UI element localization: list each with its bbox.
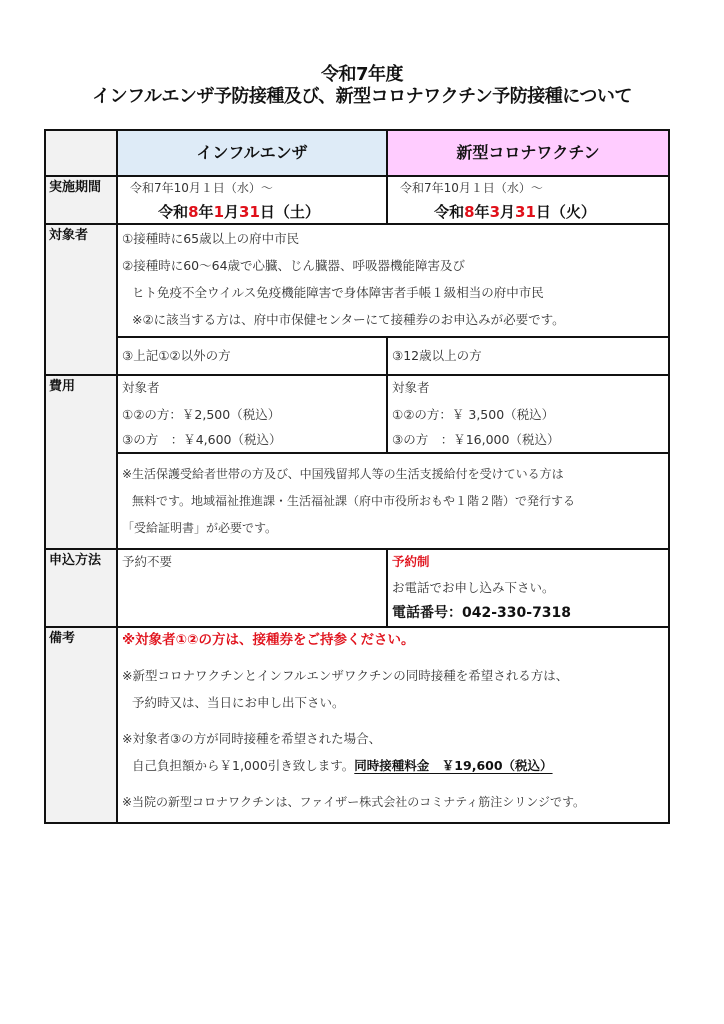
discount-text: 自己負担額から￥1,000引き致します。 [132, 758, 355, 773]
year-suffix: 年 [198, 203, 214, 221]
cost-line-1-2: ①②の方：￥ 3,500（税込） [392, 407, 555, 422]
cost-line-1-2: ①②の方：￥2,500（税込） [122, 407, 281, 422]
remarks-discount-line-2 [118, 751, 668, 778]
target-note: ※②に該当する方は、府中市保健センターにて接種券のお申込みが必要です。 [132, 312, 565, 327]
remarks-concurrent-line-1: ※新型コロナワクチンとインフルエンザワクチンの同時接種を希望される方は、 [122, 668, 569, 683]
target-line-3: ヒト免疫不全ウイルス免疫機能障害で身体障害者手帳１級相当の府中市民 [132, 285, 544, 300]
year-number: 8 [464, 203, 475, 221]
period-covid [387, 176, 669, 224]
day-suffix: 日（火） [535, 203, 596, 221]
cost-heading: 対象者 [392, 380, 430, 395]
header-influenza: インフルエンザ [117, 130, 387, 176]
row-target [45, 224, 669, 337]
cost-note-line-2: 無料です。地域福祉推進課・生活福祉課（府中市役所おもや１階２階）で発行する [132, 494, 576, 508]
month-suffix: 月 [500, 203, 516, 221]
target-influenza-other [117, 337, 387, 375]
target-shared [117, 224, 669, 337]
label-period: 実施期間 [45, 176, 117, 224]
remarks-vaccine-brand: ※当院の新型コロナワクチンは、ファイザー株式会社のコミナティ筋注シリンジです。 [122, 795, 585, 809]
cost-note-line-1: ※生活保護受給者世帯の方及び、中国残留邦人等の生活支援給付を受けている方は [122, 467, 564, 481]
apply-covid [387, 549, 669, 627]
apply-phone-instruction: お電話でお申し込み下さい。 [392, 580, 555, 595]
period-end [118, 199, 386, 223]
label-apply: 申込方法 [45, 549, 117, 627]
label-target: 対象者 [45, 224, 117, 375]
cost-covid [387, 375, 669, 453]
header-covid-vaccine: 新型コロナワクチン [387, 130, 669, 176]
cost-influenza [117, 375, 387, 453]
day-number: 31 [515, 203, 536, 221]
month-suffix: 月 [224, 203, 240, 221]
era-text: 令和 [434, 203, 465, 221]
period-influenza [117, 176, 387, 224]
cost-line-3: ③の方 ：￥4,600（税込） [122, 432, 282, 447]
target-flu-other-text: ③上記①②以外の方 [122, 348, 231, 363]
year-suffix: 年 [474, 203, 490, 221]
cost-note [117, 453, 669, 549]
cost-heading: 対象者 [122, 380, 160, 395]
target-line-1: ①接種時に65歳以上の府中市民 [122, 231, 300, 246]
row-apply [45, 549, 669, 627]
apply-influenza [117, 549, 387, 627]
remarks-alert: ※対象者①②の方は、接種券をご持参ください。 [122, 632, 415, 648]
document-title-year: 令和7年度 [320, 64, 404, 85]
day-suffix: 日（土） [259, 203, 320, 221]
remarks-content [117, 627, 669, 823]
header-corner-cell [45, 130, 117, 176]
target-covid-other-text: ③12歳以上の方 [392, 348, 482, 363]
label-cost: 費用 [45, 375, 117, 549]
period-start: 令和7年10月１日（水）～ [130, 181, 273, 195]
row-remarks [45, 627, 669, 823]
cost-note-line-3: 「受給証明書」が必要です。 [122, 521, 278, 535]
label-remarks: 備考 [45, 627, 117, 823]
row-target-other [45, 337, 669, 375]
month-number: 3 [489, 203, 500, 221]
period-start: 令和7年10月１日（水）～ [400, 181, 543, 195]
era-text: 令和 [158, 203, 189, 221]
reservation-required: 予約制 [392, 554, 430, 569]
document-title: インフルエンザ予防接種及び、新型コロナワクチン予防接種について [92, 86, 632, 107]
apply-flu-text: 予約不要 [122, 554, 173, 569]
year-number: 8 [188, 203, 199, 221]
cost-line-3: ③の方 ：￥16,000（税込） [392, 432, 560, 447]
target-covid-other [387, 337, 669, 375]
target-line-2: ②接種時に60～64歳で心臓、じん臓器、呼吸器機能障害及び [122, 258, 466, 273]
remarks-discount-line-1: ※対象者③の方が同時接種を希望された場合、 [122, 731, 382, 746]
month-number: 1 [213, 203, 224, 221]
day-number: 31 [239, 203, 260, 221]
row-cost [45, 375, 669, 453]
phone-number[interactable]: 電話番号：042-330-7318 [392, 605, 572, 621]
period-end [388, 199, 668, 223]
row-period [45, 176, 669, 224]
table-header-row [45, 130, 669, 176]
concurrent-fee: 同時接種料金 ￥19,600（税込） [354, 758, 553, 773]
vaccination-info-table [44, 129, 670, 824]
row-cost-note [45, 453, 669, 549]
remarks-concurrent-line-2: 予約時又は、当日にお申し出下さい。 [132, 695, 345, 710]
